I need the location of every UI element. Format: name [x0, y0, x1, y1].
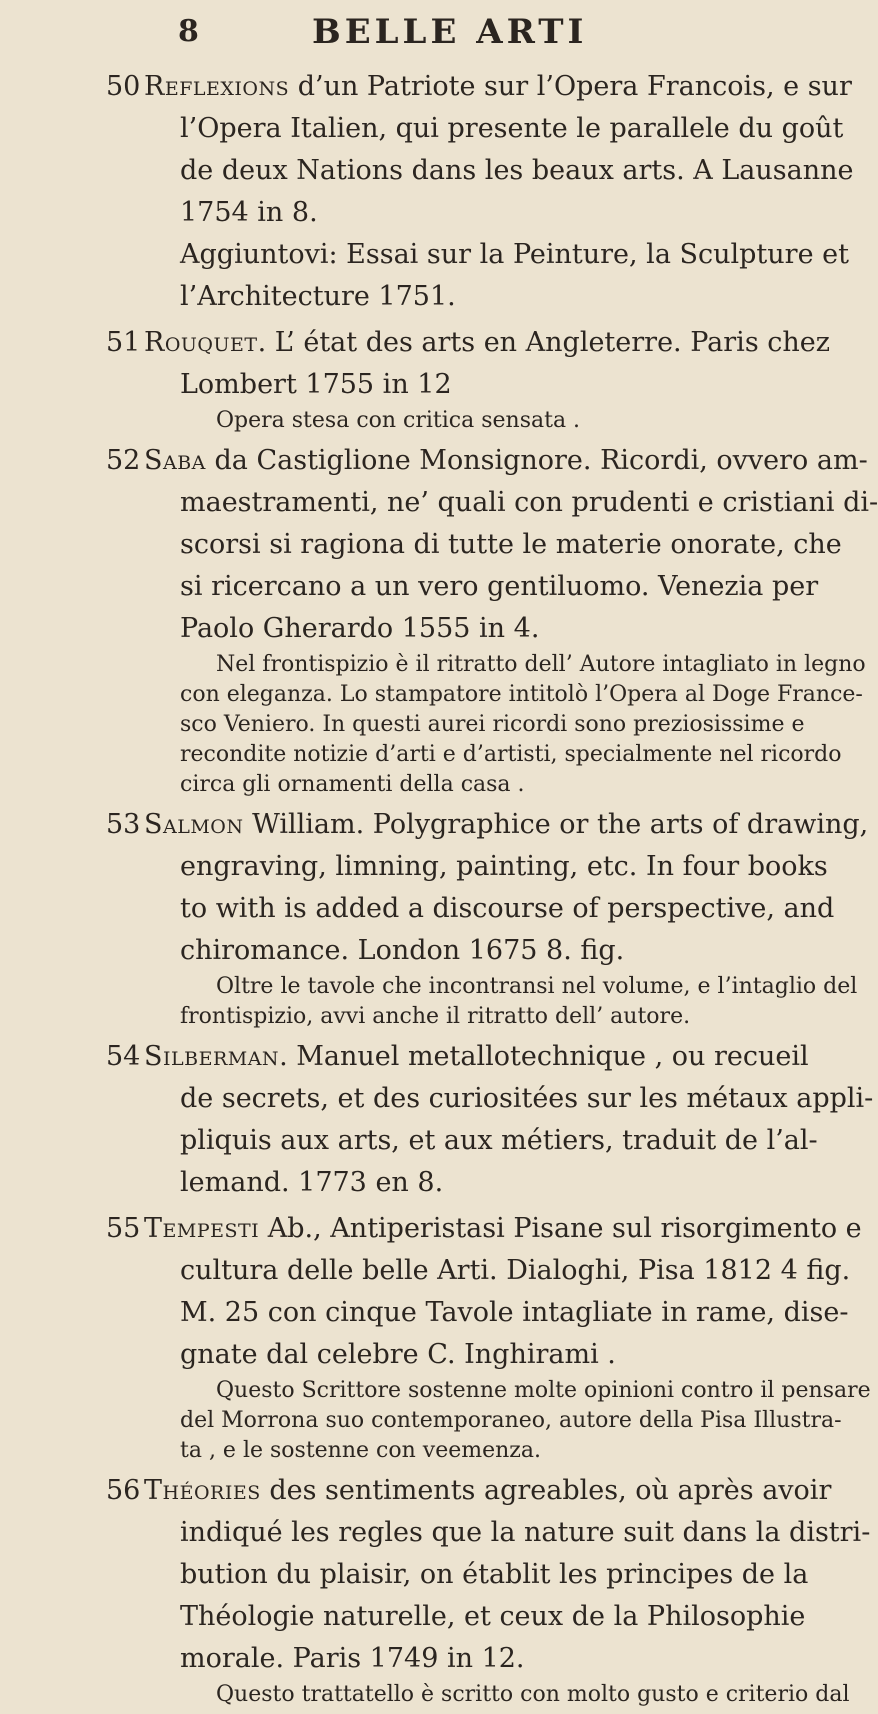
- entry-line: to with is added a discourse of perspective, and: [180, 893, 835, 924]
- entry-line: 1754 in 8.: [180, 197, 318, 228]
- page-number: 8: [178, 14, 200, 49]
- entry-line: Saba da Castiglione Monsignore. Ricordi, ovvero am-: [144, 445, 868, 476]
- entry-text: [144, 322, 830, 406]
- entry-line: engraving, limning, painting, etc. In four books: [180, 851, 828, 882]
- entry-line: l’Opera Italien, qui presente le parallele du goût: [180, 113, 844, 144]
- entry-line: lemand. 1773 en 8.: [180, 1167, 444, 1198]
- entry-line: pliquis aux arts, et aux métiers, traduit de l’al-: [180, 1125, 818, 1156]
- entry-author: Rouquet: [144, 327, 258, 358]
- note-line: circa gli ornamenti della casa .: [180, 772, 525, 797]
- entry-line: Aggiuntovi: Essai sur la Peinture, la Sculpture et: [180, 239, 849, 270]
- note-line: sco Veniero. In questi aurei ricordi sono preziosissime e: [180, 712, 805, 737]
- running-head: BELLE ARTI: [312, 12, 588, 52]
- entry-author: Reflexions: [144, 71, 290, 102]
- bibliography-entry: [0, 1208, 871, 1470]
- entry-number: 51: [106, 327, 141, 358]
- entry-author: Salmon: [144, 809, 244, 840]
- entry-text: [144, 440, 878, 650]
- entry-line: Théories des sentiments agreables, où après avoir: [144, 1475, 832, 1506]
- entry-text: [144, 1470, 871, 1680]
- entry-line: M. 25 con cinque Tavole intagliate in rame, dise-: [180, 1297, 849, 1328]
- note-line: Opera stesa con critica sensata .: [216, 408, 581, 433]
- note-line: Oltre le tavole che incontransi nel volume, e l’intaglio del: [216, 974, 858, 999]
- bibliography-entry: [0, 322, 830, 440]
- entry-note: [180, 1376, 871, 1466]
- entry-line: morale. Paris 1749 in 12.: [180, 1643, 525, 1674]
- entry-line: scorsi si ragiona di tutte le materie onorate, che: [180, 529, 842, 560]
- bibliography-entry: [0, 1036, 874, 1208]
- entry-line: indiqué les regles que la nature suit dans la distri-: [180, 1517, 871, 1548]
- note-line: recondite notizie d’arti e d’artisti, specialmente nel ricordo: [180, 742, 842, 767]
- page-header: [0, 12, 800, 56]
- entry-text: [144, 804, 869, 972]
- entry-line: cultura delle belle Arti. Dialoghi, Pisa 1812 4 fig.: [180, 1255, 851, 1286]
- bibliography-entries: [0, 66, 878, 1714]
- entry-author: Saba: [144, 445, 206, 476]
- entry-author: Tempesti: [144, 1213, 260, 1244]
- entry-line: Paolo Gherardo 1555 in 4.: [180, 613, 540, 644]
- entry-author: Silberman: [144, 1041, 280, 1072]
- note-line: Questo Scrittore sostenne molte opinioni contro il pensare: [216, 1378, 871, 1403]
- entry-number: 56: [106, 1475, 141, 1506]
- entry-number: 53: [106, 809, 141, 840]
- entry-author: Théories: [144, 1475, 261, 1506]
- entry-line: Salmon William. Polygraphice or the arts of drawing,: [144, 809, 869, 840]
- entry-line: si ricercano a un vero gentiluomo. Venezia per: [180, 571, 819, 602]
- entry-note: [180, 1680, 850, 1710]
- entry-line: gnate dal celebre C. Inghirami .: [180, 1339, 616, 1370]
- entry-line: Rouquet. L’ état des arts en Angleterre. Paris chez: [144, 327, 830, 358]
- entry-line: maestramenti, ne’ quali con prudenti e cristiani di-: [180, 487, 878, 518]
- bibliography-entry: [0, 440, 878, 804]
- note-line: Questo trattatello è scritto con molto gusto e criterio dal: [216, 1682, 850, 1707]
- entry-line: Théologie naturelle, et ceux de la Philosophie: [180, 1601, 806, 1632]
- note-line: ta , e le sostenne con veemenza.: [180, 1438, 541, 1463]
- note-line: con eleganza. Lo stampatore intitolò l’Opera al Doge France-: [180, 682, 863, 707]
- bibliography-entry: [0, 66, 854, 322]
- note-line: Nel frontispizio è il ritratto dell’ Autore intagliato in legno: [216, 652, 866, 677]
- entry-note: [180, 406, 772, 436]
- entry-number: 55: [106, 1213, 141, 1244]
- entry-line: Silberman. Manuel metallotechnique , ou recueil: [144, 1041, 809, 1072]
- entry-line: Tempesti Ab., Antiperistasi Pisane sul risorgimento e: [144, 1213, 862, 1244]
- entry-text: [144, 1208, 862, 1376]
- entry-number: 50: [106, 71, 141, 102]
- entry-number: 52: [106, 445, 141, 476]
- entry-note: [180, 650, 866, 800]
- entry-text: [144, 66, 854, 318]
- entry-line: Lombert 1755 in 12: [180, 369, 452, 400]
- entry-line: chiromance. London 1675 8. fig.: [180, 935, 625, 966]
- note-line: frontispizio, avvi anche il ritratto dell’ autore.: [180, 1004, 691, 1029]
- entry-text: [144, 1036, 874, 1204]
- entry-number: 54: [106, 1041, 141, 1072]
- entry-line: de deux Nations dans les beaux arts. A Lausanne: [180, 155, 854, 186]
- bibliography-entry: [0, 804, 869, 1036]
- entry-line: l’Architecture 1751.: [180, 281, 456, 312]
- note-line: del Morrona suo contemporaneo, autore della Pisa Illustra-: [180, 1408, 842, 1433]
- entry-line: Reflexions d’un Patriote sur l’Opera Francois, e sur: [144, 71, 852, 102]
- entry-line: bution du plaisir, on établit les principes de la: [180, 1559, 809, 1590]
- bibliography-entry: [0, 1470, 871, 1714]
- entry-line: de secrets, et des curiositées sur les métaux appli-: [180, 1083, 874, 1114]
- entry-note: [180, 972, 858, 1032]
